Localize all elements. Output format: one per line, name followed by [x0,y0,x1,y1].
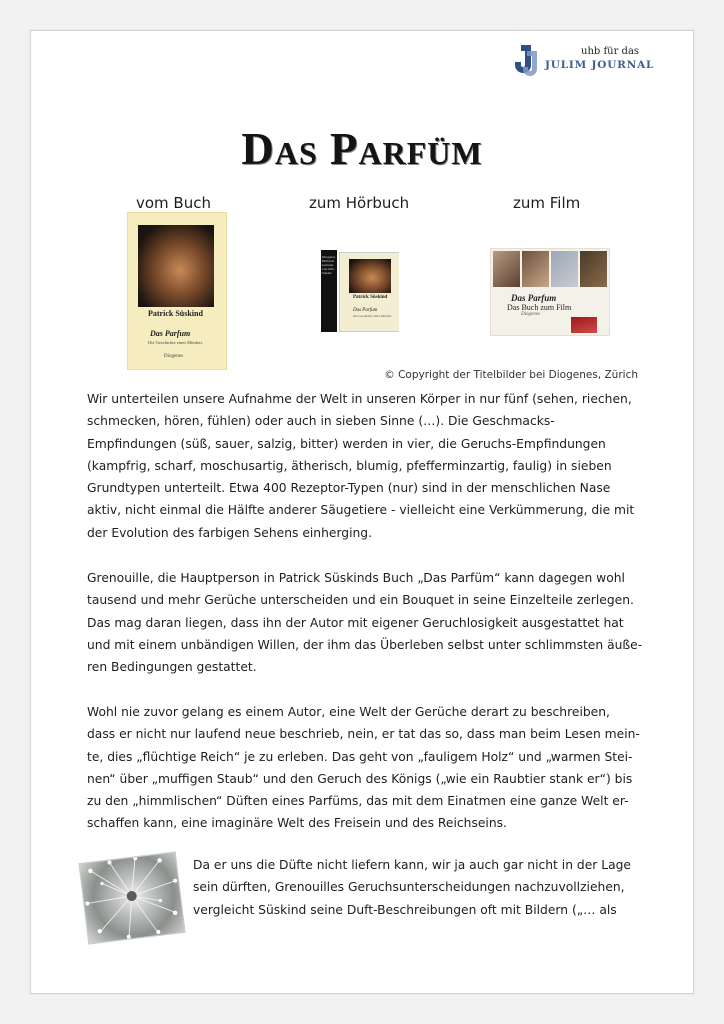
text-line: nen“ über „muffigen Staub“ und den Geruch des Königs („wie ein Raubtier stank er“) bis [87,771,633,786]
text-line: der Evolution des farbigen Sehens einherging. [87,525,373,540]
stage-label-film: zum Film [513,194,581,212]
cover-subtitle: Das Buch zum Film [507,303,572,312]
body-paragraph [87,567,643,678]
text-line: Grenouille, die Hauptperson in Patrick Süskinds Buch „Das Parfüm“ kann dagegen wohl [87,571,625,585]
audiobook-cover-image [321,250,399,332]
dandelion-photo [78,851,185,944]
document-page [30,30,694,994]
cover-subtitle: Die Geschichte eines Mörders [148,340,203,345]
audiobook-case-spine [321,250,337,332]
film-still [493,251,520,287]
text-line: sein dürften, Grenouilles Geruchsunterscheidungen nachzuvollziehen, [193,880,625,895]
logo-j-icon [509,43,539,79]
text-line: dass er nicht nur laufend neue beschrieb, nein, er tat das so, dass man beim Lesen mein- [87,727,640,742]
audiobook-front [339,252,399,332]
film-book-cover-image [490,248,610,336]
cover-title: Das Parfum [511,293,557,303]
cover-painting [138,225,214,307]
body-paragraph [87,388,643,544]
cover-author: Patrick Süskind [353,295,388,300]
book-cover-image [127,212,227,370]
cover-painting [349,259,391,293]
body-paragraph [193,854,643,921]
film-still [551,251,578,287]
logo-subtitle: uhb für das [581,46,640,57]
text-line: Wir unterteilen unsere Aufnahme der Welt in unseren Körper in nur fünf (sehen, riechen, [87,392,632,406]
text-line: te, dies „flüchtige Reich“ je zu erleben. Das geht von „fauligem Holz“ und „warmen Stei- [87,749,633,764]
cover-title: Das Parfum [353,308,378,313]
cover-publisher: Diogenes [164,354,183,359]
logo-name: JULIM JOURNAL [545,59,655,71]
film-still [522,251,549,287]
text-line: schaffen kann, eine imaginäre Welt des Freisein und des Reichseins. [87,816,507,831]
text-line: (kampfrig, scharf, moschusartig, ätherisch, blumig, pfefferminzartig, faulig) in sieben [87,458,612,473]
cover-title: Das Parfum [150,329,191,338]
cover-author: Patrick Süskind [148,309,203,318]
text-line: Grundtypen unterteilt. Etwa 400 Rezeptor-Typen (nur) sind in der menschlichen Nase [87,481,611,496]
cover-subtitle: Die Geschichte eines Mörders [353,314,392,318]
dandelion-seed-icon [79,852,184,943]
text-line: Das mag daran liegen, dass ihn der Autor mit eigener Geruchlosigkeit ausgestattet hat [87,615,624,630]
text-line: vergleicht Süskind seine Duft-Beschreibungen oft mit Bildern („… als [193,902,617,917]
copyright-note: © Copyright der Titelbilder bei Diogenes, Zürich [384,369,638,381]
journal-logo[interactable] [509,43,679,83]
text-line: Empfindungen (süß, sauer, salzig, bitter) werden in vier, die Geruchs-Empfindungen [87,436,606,451]
film-stills [493,251,607,287]
cover-publisher: Diogenes [521,312,540,317]
page-title: Das Parfüm [241,124,483,174]
text-line: Wohl nie zuvor gelang es einem Autor, eine Welt der Gerüche derart zu beschreiben, [87,705,610,719]
text-line: schmecken, hören, fühlen) oder auch in sieben Sinne (…). Die Geschmacks- [87,414,555,429]
audiobook-spine-text: Diogenes Hörbuch Gelesen von Otto Sander [322,255,336,275]
text-line: aktiv, nicht einmal die Hälfte anderer Säugetiere - vielleicht eine Verkümmerung, die mit [87,503,635,518]
text-line: ren Bedingungen gestattet. [87,660,257,675]
film-still [580,251,607,287]
text-line: tausend und mehr Gerüche unterscheiden und ein Bouquet in seine Einzelteile zerlegen. [87,593,634,608]
text-line: und mit einem unbändigen Willen, der ihm das Überleben selbst unter schlimmsten äuße- [87,637,643,652]
red-book-icon [571,317,597,333]
text-line: Da er uns die Düfte nicht liefern kann, wir ja auch gar nicht in der Lage [193,858,631,872]
stage-label-audiobook: zum Hörbuch [309,194,410,212]
body-paragraph [87,701,643,835]
text-line: zu den „himmlischen“ Düften eines Parfüms, das mit dem Einatmen eine ganze Welt er- [87,794,629,809]
stage-label-book: vom Buch [136,194,211,212]
